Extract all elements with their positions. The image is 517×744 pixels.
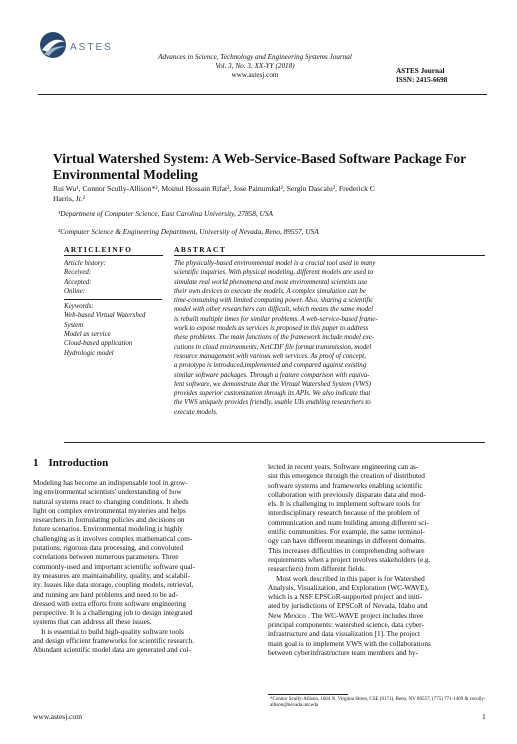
journal-volume: Vol. 3, No. 3, XX-YY (2018) xyxy=(215,62,295,70)
abstract-line: the VWS uniquely provides friendly, usable UIs enabling researchers to xyxy=(174,399,371,407)
journal-issn: ISSN: 2415-6698 xyxy=(396,76,448,84)
left-column xyxy=(33,478,253,655)
header-divider xyxy=(38,94,487,95)
abstract-line: a prototype is introduced,implemented and compared against existing xyxy=(174,362,367,370)
text-line: systems that can address all these issues. xyxy=(33,617,152,627)
abstract-line: resource management with various web services. As proof of concept, xyxy=(174,352,366,360)
text-line: challenging as it involves complex mathematical com- xyxy=(33,533,193,543)
paragraph xyxy=(33,478,253,627)
divider xyxy=(174,255,485,256)
text-line: which is a NSF EPSCoR-supported project and initi- xyxy=(268,592,423,602)
keyword: Web-based Virtual Watershed xyxy=(64,312,146,320)
footnote-divider xyxy=(268,694,348,695)
text-line: Most work described in this paper is for Watershed xyxy=(276,573,425,583)
abstract-line: simulate real world phenomena and most environmental scientists use xyxy=(174,278,368,286)
section-number: 1 xyxy=(33,457,39,469)
author-line: Harris, Jr.² xyxy=(53,194,86,203)
paper-title: Virtual Watershed System: A Web-Service-Based Software Package For Environmental Modeling xyxy=(53,151,466,182)
text-line: Modeling has become an indispensable tool in grow- xyxy=(33,478,188,487)
abstract-text xyxy=(174,259,485,417)
history-label: Article history: xyxy=(64,260,106,267)
text-line: principal components: watershed science, data cyber- xyxy=(268,620,424,630)
text-line: sist this emergence through the creation of distributed xyxy=(268,471,425,481)
abstract-line: these problems. The main functions of the framework include model exe- xyxy=(174,334,375,342)
text-line: Analysis, Visualization, and Exploration (WC-WAVE), xyxy=(268,582,429,592)
received-label: Received: xyxy=(64,269,92,277)
text-line: requirements when a project involves stakeholders (e.g. xyxy=(268,554,431,564)
article-info-heading: ARTICLEINFO xyxy=(64,245,133,254)
author-line: Rui Wu¹, Connor Scully-Allison*², Moinul Hossain Rifat², Jose Painumkal², Sergiu Dascalu², Frederick C xyxy=(53,184,375,193)
text-line: correlations between numerous parameters. Three xyxy=(33,552,179,562)
abstract-line: is rebuilt multiple times for similar problems. A web-service-based frame- xyxy=(174,315,378,323)
journal-info xyxy=(140,53,370,80)
text-line: main goal is to implement VWS with the collaborations xyxy=(268,638,431,648)
journal-short-title: ASTES Journal xyxy=(396,67,445,75)
abstract-line: model with other researchers can difficult, which means the same model xyxy=(174,306,374,314)
abstract-line: The physically-based environmental model is a crucial tool used in many xyxy=(174,260,376,267)
keyword: Cloud-based application xyxy=(64,340,133,348)
astes-logo xyxy=(38,30,138,74)
affiliation: ²Computer Science & Engineering Department, University of Nevada, Reno, 89557, USA xyxy=(58,227,319,236)
journal-issn-block xyxy=(396,67,486,85)
journal-name: Advances in Science, Technology and Engineering Systems Journal xyxy=(158,53,352,61)
text-line: entific communities. For example, the same terminol- xyxy=(268,527,425,537)
abstract-heading: ABSTRACT xyxy=(174,245,227,254)
author-list xyxy=(53,184,483,204)
divider xyxy=(64,255,163,256)
divider xyxy=(64,299,162,300)
text-line: lected in recent years. Software engineering can as- xyxy=(268,462,419,471)
article-info xyxy=(64,259,164,358)
right-column xyxy=(268,462,487,657)
affiliation: ¹Department of Computer Science, East Carolina University, 27858, USA xyxy=(58,209,273,218)
text-line: ing environmental scientists' understanding of how xyxy=(33,487,182,497)
text-line: putations, rigorous data processing, and convoluted xyxy=(33,543,184,553)
abstract-line: provides superior customization through its APIs. We also indicate that xyxy=(174,390,371,398)
footnote: *Connor Scully-Allison, 1664 N. Virginia Street, CSE (0171), Reno, NV 89557, (775) 771-1469 & cscully-allison@nevada.unr.edu xyxy=(270,697,486,708)
abstract-line: lent software, we demonstrate that the Virtual Watershed System (VWS) xyxy=(174,380,371,388)
paragraph xyxy=(268,574,487,658)
abstract-line: cutions in cloud environments, NetCDF file format transmission, model xyxy=(174,343,372,351)
astes-logo-icon xyxy=(38,30,68,60)
online-label: Online: xyxy=(64,287,86,295)
text-line: ated by jurisdictions of EPSCoR of Nevada, Idaho and xyxy=(268,601,428,611)
section-heading xyxy=(33,457,108,469)
text-line: future scenarios. Environmental modeling is highly xyxy=(33,524,183,534)
text-line: and running are hard problems and need to be ad- xyxy=(33,589,178,599)
text-line: ity measures are maintainability, quality, and scalabil- xyxy=(33,570,191,580)
text-line: It is essential to build high-quality software tools xyxy=(41,626,184,636)
text-line: els. It is challenging to implement software tools for xyxy=(268,499,421,509)
abstract-line: similar software packages. Through a feature comparison with equiva- xyxy=(174,371,370,379)
section-title: Introduction xyxy=(48,457,109,469)
text-line: commonly-used and important scientific software qual- xyxy=(33,561,195,571)
text-line: communication and team building among different sci- xyxy=(268,517,429,527)
text-line: interdisciplinary research because of the problem of xyxy=(268,508,420,518)
abstract-line: scientific inquiries. With physical modeling, different models are used to xyxy=(174,269,374,277)
text-line: light on complex environmental mysteries and helps xyxy=(33,505,186,515)
divider xyxy=(64,442,485,443)
accepted-label: Accepted: xyxy=(64,278,92,286)
text-line: Abundant scientific model data are generated and col- xyxy=(33,645,191,655)
text-line: researchers in formulating policies and decisions on xyxy=(33,515,185,525)
paragraph xyxy=(33,627,253,655)
journal-website: www.astesj.com xyxy=(231,71,279,79)
text-line: researchers) from different fields. xyxy=(268,564,366,574)
text-line: collaboration with previously disparate data and mod- xyxy=(268,489,426,499)
text-line: infrastructure and data visualization [1]. The project xyxy=(268,629,421,639)
text-line: natural systems react to changing conditions. It sheds xyxy=(33,496,189,506)
text-line: perspective. It is a challenging job to design integrated xyxy=(33,608,193,618)
text-line: This increases difficulties in comprehending software xyxy=(268,545,425,555)
paragraph xyxy=(268,462,487,574)
text-line: New Mexico . The WC-WAVE project includes three xyxy=(268,610,424,620)
page-number: 1 xyxy=(482,712,486,721)
text-line: between cyberinfrastructure team members and hy- xyxy=(268,647,419,657)
keywords-label: Keywords: xyxy=(64,303,94,311)
text-line: software systems and frameworks enabling scientific xyxy=(268,480,423,490)
footer-url[interactable]: www.astesj.com xyxy=(33,712,83,721)
abstract-line: execute models. xyxy=(174,408,218,416)
abstract-line: time-consuming with limited computing power. Also, sharing a scientific xyxy=(174,297,374,305)
abstract-line: work to expose models as services is proposed in this paper to address xyxy=(174,325,369,333)
text-line: ity. Issues like data storage, coupling models, retrieval, xyxy=(33,580,194,590)
keyword: Model as service xyxy=(64,331,111,339)
text-line: and design efficient frameworks for scientific research. xyxy=(33,636,194,646)
text-line: dressed with extra efforts from software engineering xyxy=(33,598,187,608)
keyword: Hydrologic model xyxy=(64,349,114,357)
abstract-line: their own devices to execute the models. A complex simulation can be xyxy=(174,287,366,295)
logo-text: ASTES xyxy=(70,42,113,53)
text-line: ogy can have different meanings in different domains. xyxy=(268,536,426,546)
keyword: System xyxy=(64,321,84,329)
